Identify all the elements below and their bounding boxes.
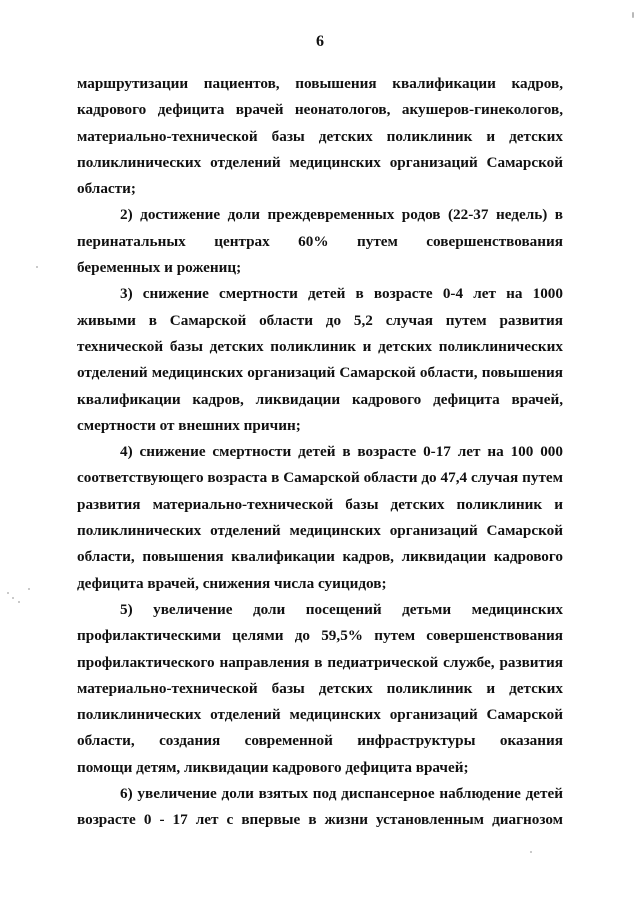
- scan-speck: [632, 12, 634, 18]
- text-line: соответствующего возраста в Самарской области до 47,4 случая путем: [77, 469, 563, 487]
- scan-speck: [18, 601, 20, 603]
- text-line: поликлинических отделений медицинских организаций Самарской: [77, 706, 563, 724]
- text-line: помощи детям, ликвидации кадрового дефицита врачей;: [77, 758, 469, 776]
- text-line: 4) снижение смертности детей в возрасте 0-17 лет на 100 000: [120, 443, 563, 461]
- scan-speck: [36, 266, 38, 268]
- scan-speck: [7, 592, 9, 594]
- text-line: живыми в Самарской области до 5,2 случая путем развития: [77, 311, 563, 329]
- text-line: возрасте 0 - 17 лет с впервые в жизни установленным диагнозом: [77, 811, 563, 829]
- text-line: поликлинических отделений медицинских организаций Самарской: [77, 153, 563, 171]
- scan-speck: [530, 851, 532, 853]
- text-line: дефицита врачей, снижения числа суицидов;: [77, 574, 387, 592]
- text-line: маршрутизации пациентов, повышения квалификации кадров,: [77, 75, 563, 92]
- text-line: перинатальных центрах 60% путем совершенствования: [77, 232, 563, 250]
- text-line: области, создания современной инфраструктуры оказания: [77, 732, 563, 750]
- text-line: развития материально-технической базы детских поликлиник и: [77, 495, 563, 513]
- text-line: беременных и рожениц;: [77, 259, 242, 277]
- text-line: материально-технической базы детских поликлиник и детских: [77, 679, 563, 697]
- text-line: области;: [77, 180, 136, 198]
- text-line: профилактическими целями до 59,5% путем совершенствования: [77, 627, 563, 645]
- text-line: 5) увеличение доли посещений детьми медицинских: [120, 600, 563, 618]
- text-line: области, повышения квалификации кадров, ликвидации кадрового: [77, 548, 563, 566]
- text-line: поликлинических отделений медицинских организаций Самарской: [77, 522, 563, 540]
- text-line: смертности от внешних причин;: [77, 416, 301, 434]
- text-line: квалификации кадров, ликвидации кадрового дефицита врачей,: [77, 390, 563, 408]
- text-line: 3) снижение смертности детей в возрасте 0-4 лет на 1000: [120, 285, 563, 303]
- scan-speck: [28, 588, 30, 590]
- text-line: кадрового дефицита врачей неонатологов, акушеров-гинекологов,: [77, 101, 563, 119]
- text-line: материально-технической базы детских поликлиник и детских: [77, 127, 563, 145]
- text-line: 2) достижение доли преждевременных родов (22-37 недель) в: [120, 206, 563, 224]
- text-line: профилактического направления в педиатрической службе, развития: [77, 653, 563, 671]
- text-line: отделений медицинских организаций Самарской области, повышения: [77, 364, 563, 382]
- scan-speck: [12, 597, 14, 599]
- text-line: технической базы детских поликлиник и детских поликлинических: [77, 337, 563, 355]
- text-line: 6) увеличение доли взятых под диспансерное наблюдение детей: [120, 785, 563, 803]
- body-text: [77, 71, 563, 834]
- page-number: 6: [316, 33, 324, 50]
